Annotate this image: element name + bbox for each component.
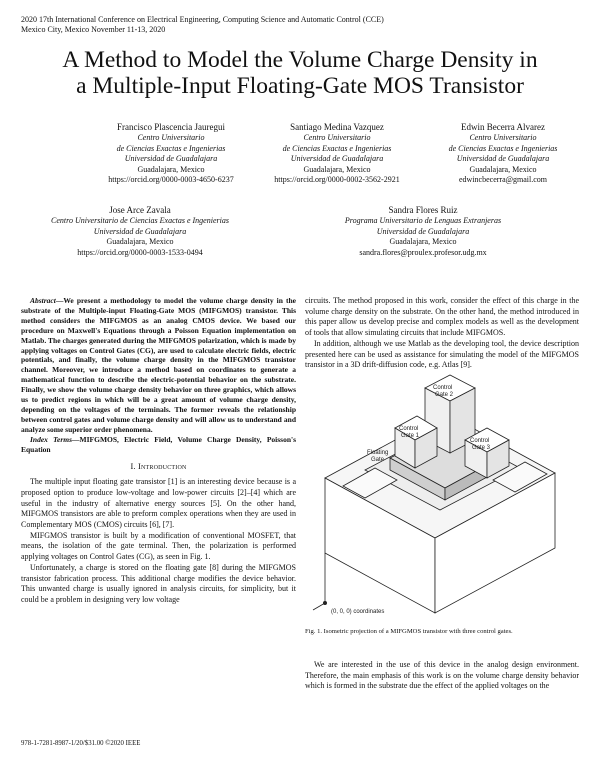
author-name: Francisco Plascencia Jauregui [117,122,225,132]
author-city: Guadalajara, Mexico [303,164,371,174]
author-block [30,204,250,258]
abstract-text: —We present a methodology to model the volume charge density in the substrate of the Multiple-input Floating-Gate MOS (MIFGMOS) transistor. This method considers the MIFGMOS as an analog CMOS device. We based our procedure on Maxwell's Equations through a Poisson Equation implementation on Matlab. The charges generated during the MIFGMOS polarization, which is made by applying voltages on Control Gates (CG), are used to calculate electric fields, electric potentials, and finally, the volume charge density in the MIFGMOS transistor channel. Moreover, we introduce a method based on coordinates to generate a mathematical function to describe the electric-potential behavior on the substrate. Finally, we show the volume charge density behavior on three graphics, which allows us to predict regions in which will be a great amount of volume charge density, depending on the voltages of the terminals. The former reveals the relationship between control gates and volume charge density and will allow us to understand and analyze some superior order phenomena. [21,296,296,434]
index-terms-text: —MIFGMOS, Electric Field, Volume Charge Density, Poisson's Equation [21,434,297,454]
conference-header [21,15,384,35]
author-contact: https://orcid.org/0000-0003-1533-0494 [77,247,203,257]
author-block [96,121,246,186]
cg1-label: Control Gate 1 [399,426,420,439]
index-terms [21,435,296,455]
author-affiliation: de Ciencias Exactas e Ingenierias [116,143,226,153]
section-heading: I. Introduction [130,461,187,471]
author-affiliation: de Ciencias Exactas e Ingenierias [282,143,392,153]
index-terms-label: Index Terms [30,434,73,444]
paragraph: In addition, although we use Matlab as the developing tool, the device description presented here can be used as assistance for simulating the model of the MIFGMOS transistor in a 3D drift-diffusion code, e.g. Atlas [9]. [305,338,579,370]
author-affiliation: Universidad de Guadalajara [124,154,218,164]
origin-label: (0, 0, 0) coordinates [331,609,385,615]
author-name: Edwin Becerra Alvarez [461,122,545,132]
left-column [21,296,296,606]
author-affiliation: Universidad de Guadalajara [376,226,470,236]
author-city: Guadalajara, Mexico [137,164,205,174]
paragraph: MIFGMOS transistor is built by a modification of conventional MOSFET, that means, the isolation of the gate terminal. Then, the polarization is performed applying voltages on Control Gates (CG), as seen in Fig. 1. [21,530,296,562]
origin-point [323,601,326,604]
title-line-2: a Multiple-Input Floating-Gate MOS Transistor [76,73,524,99]
abstract-label: Abstract [30,296,56,305]
abstract [21,296,296,435]
author-contact: sandra.flores@proulex.profesor.udg.mx [359,247,487,257]
author-city: Guadalajara, Mexico [389,237,457,247]
author-affiliation: Universidad de Guadalajara [456,154,550,164]
author-contact: edwincbecerra@gmail.com [459,175,547,185]
copyright-footer: 978-1-7281-8987-1/20/$31.00 ©2020 IEEE [21,740,141,747]
paragraph: Unfortunately, a charge is stored on the floating gate [8] during the MIFGMOS transistor fabrication process. This additional charge modifies the device behavior. This unwanted charge is usually ignored in analysis circuits, for simplicity, but it could be a problem in designing very low voltage [21,562,296,604]
author-affiliation: Programa Universitario de Lenguas Extranjeras [344,216,502,225]
paper-title [20,47,580,99]
conference-line-2: Mexico City, Mexico November 11-13, 2020 [21,25,166,34]
figure-1-caption: Fig. 1. Isometric projection of a MIFGMOS transistor with three control gates. [305,628,513,635]
author-name: Santiago Medina Vazquez [290,122,384,132]
right-column-bottom [305,660,579,692]
cg2-label: Control Gate 2 [433,385,454,398]
author-city: Guadalajara, Mexico [469,164,537,174]
title-line-1: A Method to Model the Volume Charge Density in [62,47,538,73]
figure-1-isometric-drawing [305,358,577,620]
paragraph: The multiple input floating gate transistor [1] is an interesting device because is a proposed option to produce low-voltage and low-power circuits [2]–[4] which are useful in the industry of alternative energy sources [5]. On the other hand, MIFGMOS transistors are able to preform complex operations when they are used in Complementary MOS (CMOS) circuits [6], [7]. [21,477,296,530]
fg-label: Floating Gate [367,450,389,463]
author-block [262,121,412,186]
author-contact: https://orcid.org/0000-0002-3562-2921 [274,175,400,185]
author-affiliation: Universidad de Guadalajara [290,154,384,164]
author-affiliation: Centro Universitario [137,133,205,142]
author-affiliation: Centro Universitario [303,133,371,142]
author-block [318,204,528,258]
author-city: Guadalajara, Mexico [106,237,174,247]
author-name: Sandra Flores Ruiz [388,205,458,215]
author-affiliation: Universidad de Guadalajara [93,226,187,236]
author-name: Jose Arce Zavala [109,205,171,215]
paragraph: We are interested in the use of this device in the analog design environment. Therefore, the main emphasis of this work is on the volume charge density behavior which is formed in the substrate due the effect of the applied voltages on the [305,660,579,691]
author-affiliation: de Ciencias Exactas e Ingenierias [448,143,558,153]
author-block [428,121,578,186]
cg3-label: Control Gate 3 [470,438,491,451]
author-affiliation: Centro Universitario [469,133,537,142]
axis-line [313,603,325,610]
author-contact: https://orcid.org/0000-0003-4650-6237 [108,175,234,185]
conference-line-1: 2020 17th International Conference on Electrical Engineering, Computing Science and Automatic Control (CCE) [21,15,384,24]
author-affiliation: Centro Universitario de Ciencias Exactas e Ingenierias [51,216,229,225]
paragraph: circuits. The method proposed in this work, consider the effect of this charge in the volume charge density on the substrate. On the other hand, the method introduced in this paper allow us develop precise and complex models as well as the development of tools that allow simulating circuits that include MIFGMOS. [305,296,579,338]
